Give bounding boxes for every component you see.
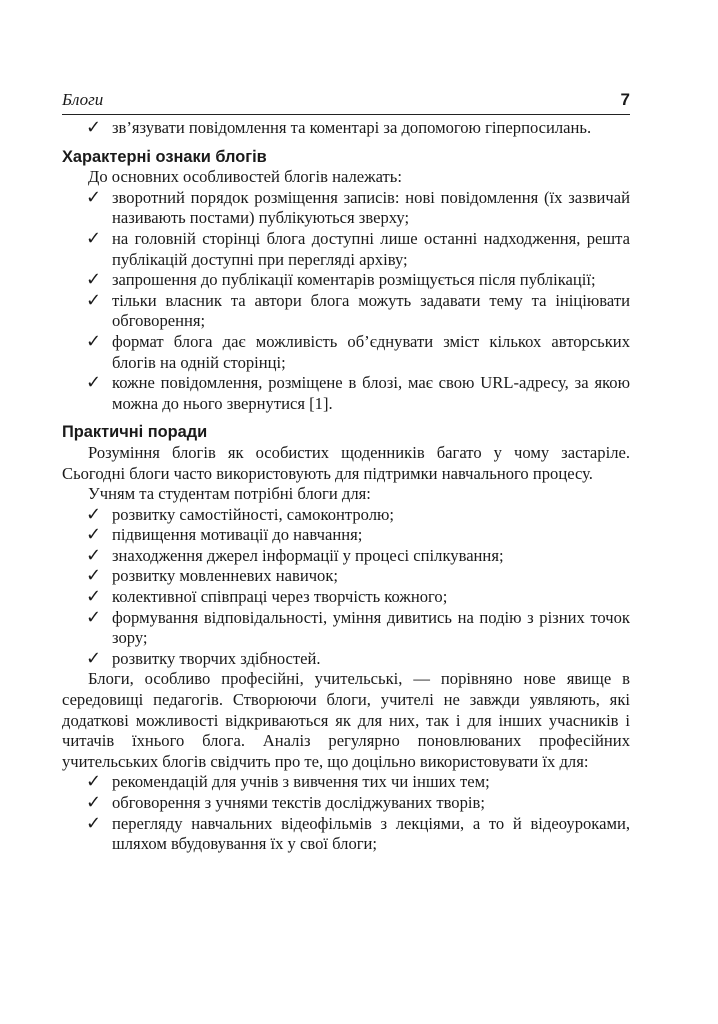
check-icon: ✓ bbox=[86, 227, 102, 249]
list-item: ✓ тільки власник та автори блога можуть задавати тему та ініціювати обговорення; bbox=[86, 289, 630, 331]
list-item: ✓ обговорення з учнями текстів досліджуваних творів; bbox=[86, 792, 485, 813]
list-item: ✓ рекомендацій для учнів з вивчення тих чи інших тем; bbox=[86, 771, 490, 793]
section-heading-features: Характерні ознаки блогів bbox=[62, 147, 267, 166]
list-item: ✓ підвищення мотивації до навчання; bbox=[86, 524, 363, 546]
list-item: ✓ зворотний порядок розміщення записів: нові повідомлення (їх зазвичай називають постами) публікуються зверху; bbox=[86, 186, 630, 228]
running-header bbox=[62, 88, 630, 115]
list-item: ✓ зв’язувати повідомлення та коментарі за допомогою гіперпосилань. bbox=[86, 117, 592, 138]
check-icon: ✓ bbox=[86, 647, 102, 669]
list-item: ✓ перегляду навчальних відеофільмів з лекціями, а то й відеоуроками, шляхом вбудовування їх у свої блоги; bbox=[86, 812, 630, 854]
check-icon: ✓ bbox=[86, 289, 102, 311]
check-icon: ✓ bbox=[86, 565, 102, 587]
check-icon: ✓ bbox=[86, 186, 102, 208]
check-icon: ✓ bbox=[86, 544, 102, 566]
check-icon: ✓ bbox=[86, 503, 102, 525]
check-icon: ✓ bbox=[86, 771, 102, 793]
list-item: ✓ формування відповідальності, уміння дивитись на подію з різних точок зору; bbox=[86, 606, 630, 648]
list-item: ✓ на головній сторінці блога доступні лише останні надходження, решта публікацій доступні при перегляді архіву; bbox=[86, 227, 630, 269]
list-item: ✓ розвитку мовленневих навичок; bbox=[86, 565, 339, 587]
paragraph: Розуміння блогів як особистих щоденників багато у чому застаріле. Сьогодні блоги часто використовують для підтримки навчального процесу. bbox=[62, 442, 630, 483]
running-title: Блоги bbox=[62, 90, 104, 109]
check-icon: ✓ bbox=[86, 606, 102, 628]
check-icon: ✓ bbox=[86, 330, 102, 352]
features-list bbox=[62, 188, 630, 415]
section-heading-tips: Практичні поради bbox=[62, 423, 208, 442]
list-item: ✓ кожне повідомлення, розміщене в блозі, має свою URL-адресу, за якою можна до нього звернутися [1]. bbox=[86, 372, 630, 413]
intro-list bbox=[62, 118, 630, 139]
check-icon: ✓ bbox=[86, 586, 102, 608]
paragraph: Блоги, особливо професійні, учительські, — порівняно нове явище в середовищі педагогів. Створюючи блоги, учителі не завжди уявляють, які додаткові можливості відкриваються як для них, так і для інших учасників і читачів їхнього блога. Аналіз регулярно поновлюваних професійних учительських блогів свідчить про те, що доцільно використовувати їх для: bbox=[62, 669, 630, 771]
check-icon: ✓ bbox=[86, 792, 102, 813]
list-item: ✓ розвитку творчих здібностей. bbox=[86, 647, 321, 669]
paragraph: Учням та студентам потрібні блоги для: bbox=[88, 484, 371, 504]
check-icon: ✓ bbox=[86, 117, 102, 138]
list-item: ✓ запрошення до публікації коментарів розміщується після публікації; bbox=[86, 269, 596, 291]
check-icon: ✓ bbox=[86, 269, 102, 291]
teacher-uses-list bbox=[62, 772, 630, 854]
list-item: ✓ знаходження джерел інформації у процесі спілкування; bbox=[86, 544, 504, 566]
list-item: ✓ розвитку самостійності, самоконтролю; bbox=[86, 503, 394, 525]
paragraph: До основних особливостей блогів належать: bbox=[88, 167, 402, 187]
list-item: ✓ колективної співпраці через творчість кожного; bbox=[86, 586, 448, 608]
page-content bbox=[62, 118, 630, 855]
list-item: ✓ формат блога дає можливість об’єднувати зміст кількох авторських блогів на одній сторінці; bbox=[86, 330, 630, 372]
check-icon: ✓ bbox=[86, 812, 102, 834]
page-number: 7 bbox=[620, 90, 630, 109]
student-needs-list bbox=[62, 505, 630, 670]
check-icon: ✓ bbox=[86, 372, 102, 394]
check-icon: ✓ bbox=[86, 524, 102, 546]
